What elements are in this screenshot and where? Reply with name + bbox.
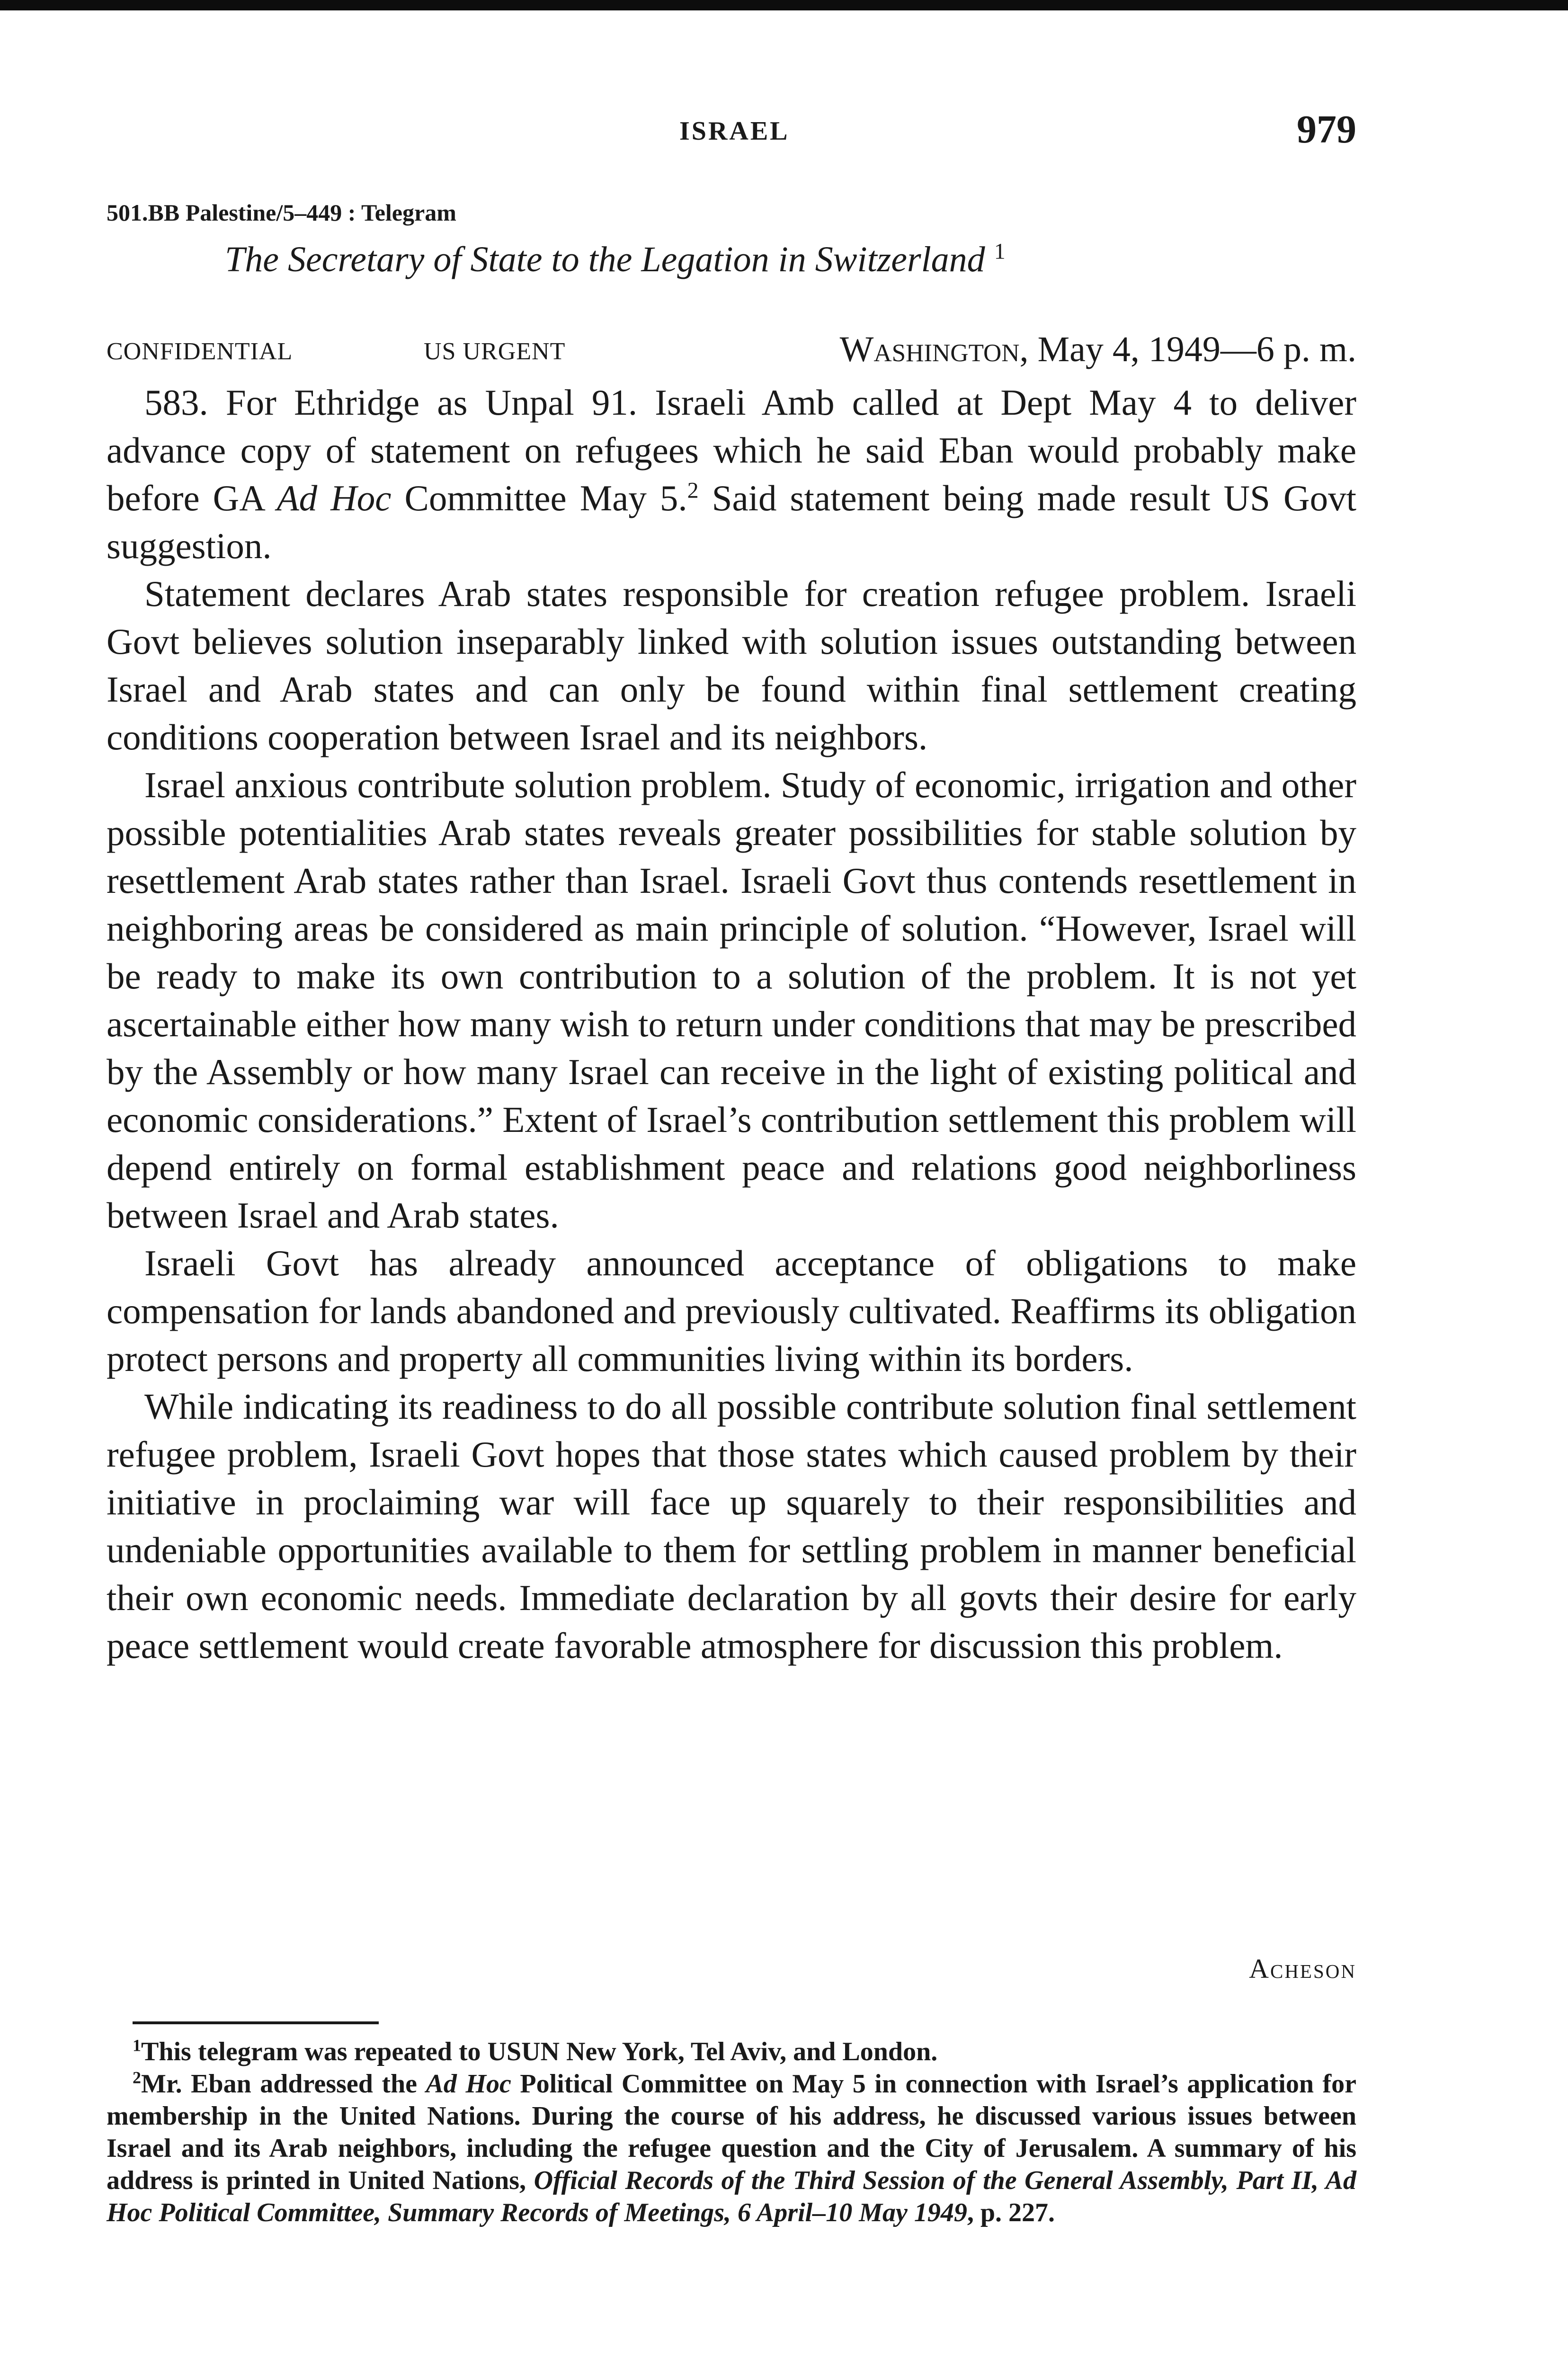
dateline bbox=[840, 329, 1356, 370]
paragraph-2: Statement declares Arab states responsible for creation refugee problem. Israeli Govt believes solution inseparably linked with solution issues outstanding between Israel and Arab states and can only be found within final settlement creating conditions cooperation between Israel and its neighbors. bbox=[107, 573, 1356, 757]
paragraph-5: While indicating its readiness to do all possible contribute solution final settlement refugee problem, Israeli Govt hopes that those states which caused problem by their initiative in proclaiming war will face up squarely to their responsibilities and undeniable opportunities available to them for settling problem in manner beneficial their own economic needs. Immediate declaration by all govts their desire for early peace settlement would create favorable atmosphere for discussion this problem. bbox=[107, 1386, 1356, 1666]
classification-line bbox=[107, 329, 1356, 372]
footnote-2-text: Mr. Eban addressed the bbox=[141, 2069, 426, 2099]
footnote-2-page: , p. 227. bbox=[967, 2198, 1055, 2227]
paragraph-4: Israeli Govt has already announced acceptance of obligations to make compensation for lands abandoned and previously cultivated. Reaffirms its obligation protect persons and property all communities living within its borders. bbox=[107, 1243, 1356, 1379]
footnote-2-text-cont: Political Committee on May 5 in connection with Israel’s application for membership in the United Nations. During the course of his address, he discussed various issues between Israel and its Arab neighbors, including the refugee question and the City of Jerusalem. A summary of his address is printed in United Nations, bbox=[107, 2069, 1356, 2195]
footnote-rule bbox=[133, 2021, 379, 2024]
classification-label: CONFIDENTIAL bbox=[107, 338, 293, 365]
paragraph-1-text-cont: Committee May 5. bbox=[391, 478, 687, 518]
footnote-2-mark: 2 bbox=[133, 2068, 141, 2087]
document-title bbox=[225, 239, 1006, 280]
running-title: ISRAEL bbox=[679, 116, 790, 146]
footnote-1-text: This telegram was repeated to USUN New York, Tel Aviv, and London. bbox=[141, 2037, 938, 2066]
running-head bbox=[107, 107, 1356, 159]
footnote-marker: 1 bbox=[994, 239, 1006, 264]
paragraph-1 bbox=[107, 379, 1356, 570]
dateline-date: May 4, 1949—6 p. m. bbox=[1037, 329, 1356, 369]
telegram-body bbox=[107, 379, 1356, 1670]
footnote-2-citation: Official Records of the Third Session of the General Assembly, Part II, Ad Hoc Political Committee, Summary Records of Meetings, 6 April–10 May 1949 bbox=[107, 2166, 1356, 2227]
footnotes bbox=[107, 2036, 1356, 2229]
scan-top-edge bbox=[0, 0, 1568, 10]
page-number: 979 bbox=[1297, 107, 1356, 151]
footnote-2 bbox=[107, 2068, 1356, 2229]
paragraph-1-text: 583. For Ethridge as Unpal 91. Israeli Amb called at Dept May 4 to deliver advance copy of statement on refugees which he said Eban would probably make before GA bbox=[107, 382, 1356, 518]
signature: Acheson bbox=[1249, 1953, 1356, 1984]
footnote-1 bbox=[107, 2036, 1356, 2068]
dateline-place: Washington, bbox=[839, 329, 1029, 369]
footnote-2-italic: Ad Hoc bbox=[426, 2069, 511, 2099]
paragraph-1-tail: Said statement being made result US Govt suggestion. bbox=[107, 478, 1356, 566]
urgency-label: US URGENT bbox=[424, 338, 566, 365]
paragraph-1-emphasis: Ad Hoc bbox=[276, 478, 392, 518]
footnote-1-mark: 1 bbox=[133, 2036, 141, 2055]
paragraph-3: Israel anxious contribute solution problem. Study of economic, irrigation and other possible potentialities Arab states reveals greater possibilities for stable solution by resettlement Arab states rather than Israel. Israeli Govt thus contends resettlement in neighboring areas be considered as main principle of solution. “However, Israel will be ready to make its own contribution to a solution of the problem. It is not yet ascertainable either how many wish to return under conditions that may be prescribed by the Assembly or how many Israel can receive in the light of existing political and economic considerations.” Extent of Israel’s contribution settlement this problem will depend entirely on formal establishment peace and relations good neighborliness between Israel and Arab states. bbox=[107, 765, 1356, 1236]
document-reference: 501.BB Palestine/5–449 : Telegram bbox=[107, 199, 456, 226]
footnote-marker: 2 bbox=[687, 478, 699, 503]
document-title-text: The Secretary of State to the Legation in Switzerland bbox=[225, 240, 985, 279]
